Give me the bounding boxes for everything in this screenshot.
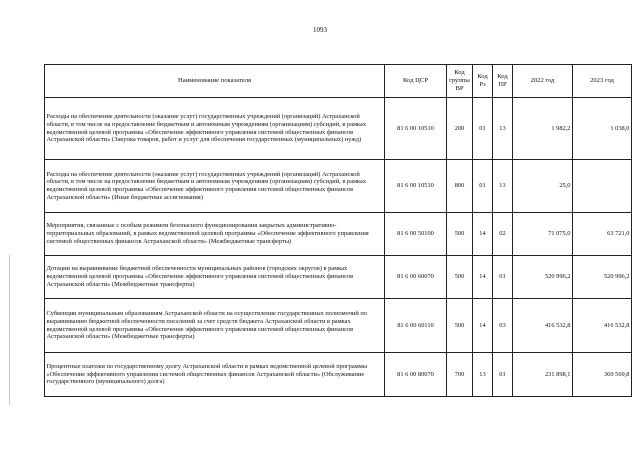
table-row [45, 160, 632, 213]
table-row [45, 256, 632, 299]
budget-table [44, 64, 632, 397]
row-name: Расходы на обеспечение деятельности (оказание услуг) государственных учреждений (организаций) Астраханской области, в том числе на предоставление бюджетным и автономным учреждениям (организациям) субсидий, в рамках ведомственной целевой программы «Обеспечение эффективного управления системой общественных финансов Астраханской области» (Иные бюджетные ассигнования) [45, 160, 385, 213]
row-pr: 01 [493, 256, 513, 299]
row-csr: 81 6 00 60110 [385, 299, 447, 353]
row-2022: 520 996,2 [513, 256, 573, 299]
row-pr: 02 [493, 213, 513, 256]
row-rz: 14 [473, 299, 493, 353]
table-row [45, 98, 632, 160]
page-number: 1093 [313, 26, 327, 34]
header-csr: Код ЦСР [385, 65, 447, 98]
row-vr: 500 [447, 256, 473, 299]
row-rz: 13 [473, 353, 493, 397]
row-pr: 03 [493, 299, 513, 353]
row-2022: 231 898,1 [513, 353, 573, 397]
row-vr: 500 [447, 213, 473, 256]
row-2023 [573, 160, 632, 213]
row-csr: 81 6 00 80070 [385, 353, 447, 397]
header-pr: Код ПР [493, 65, 513, 98]
row-csr: 81 6 00 50100 [385, 213, 447, 256]
row-vr: 500 [447, 299, 473, 353]
row-vr: 200 [447, 98, 473, 160]
header-2022: 2022 год [513, 65, 573, 98]
row-csr: 81 6 00 10510 [385, 160, 447, 213]
row-csr: 81 6 00 60070 [385, 256, 447, 299]
row-name: Процентные платежи по государственному долгу Астраханской области в рамках ведомственной целевой программы «Обеспечение эффективного управления системой общественных финансов Астраханской области» (Обслуживание государственного (муниципального) долга) [45, 353, 385, 397]
header-name: Наименование показателя [45, 65, 385, 98]
row-pr: 13 [493, 98, 513, 160]
row-csr: 81 6 00 10510 [385, 98, 447, 160]
row-name: Мероприятия, связанные с особым режимом безопасного функционирования закрытых административно-территориальных образований, в рамках ведомственной целевой программы «Обеспечение эффективного управления системой общественных финансов Астраханской области» (Межбюджетные трансферты) [45, 213, 385, 256]
table-row [45, 299, 632, 353]
header-vr: Код группы ВР [447, 65, 473, 98]
row-name: Дотации на выравнивание бюджетной обеспеченности муниципальных районов (городских округов) в рамках ведомственной целевой программы «Обеспечение эффективного управления системой общественных финансов Астраханской области» (Межбюджетные трансферты) [45, 256, 385, 299]
row-pr: 13 [493, 160, 513, 213]
row-name: Субвенции муниципальным образованиям Астраханской области на осуществление государственных полномочий по выравниванию бюджетной обеспеченности поселений за счет средств бюджета Астраханской области в рамках ведомственной целевой программы «Обеспечение эффективного управления системой общественных финансов Астраханской области» (Межбюджетные трансферты) [45, 299, 385, 353]
row-2022: 25,0 [513, 160, 573, 213]
row-2022: 416 532,8 [513, 299, 573, 353]
table-header-row [45, 65, 632, 98]
header-rz: Код Рз [473, 65, 493, 98]
row-2023: 63 721,0 [573, 213, 632, 256]
table-row [45, 353, 632, 397]
table-row [45, 213, 632, 256]
row-2023: 416 532,8 [573, 299, 632, 353]
row-pr: 01 [493, 353, 513, 397]
row-rz: 01 [473, 160, 493, 213]
row-rz: 01 [473, 98, 493, 160]
row-rz: 14 [473, 213, 493, 256]
row-2023: 1 038,0 [573, 98, 632, 160]
header-2023: 2023 год [573, 65, 632, 98]
row-vr: 800 [447, 160, 473, 213]
row-2022: 71 075,0 [513, 213, 573, 256]
row-2022: 1 982,2 [513, 98, 573, 160]
scan-artifact-line [9, 255, 10, 405]
row-vr: 700 [447, 353, 473, 397]
row-name: Расходы на обеспечение деятельности (оказание услуг) государственных учреждений (организаций) Астраханской области, в том числе на предоставление бюджетным и автономным учреждениям (организациям) субсидий, в рамках ведомственной целевой программы «Обеспечение эффективного управления системой общественных финансов Астраханской области» (Закупка товаров, работ и услуг для обеспечения государственных (муниципальных) нужд) [45, 98, 385, 160]
row-2023: 520 996,2 [573, 256, 632, 299]
row-2023: 369 569,8 [573, 353, 632, 397]
row-rz: 14 [473, 256, 493, 299]
